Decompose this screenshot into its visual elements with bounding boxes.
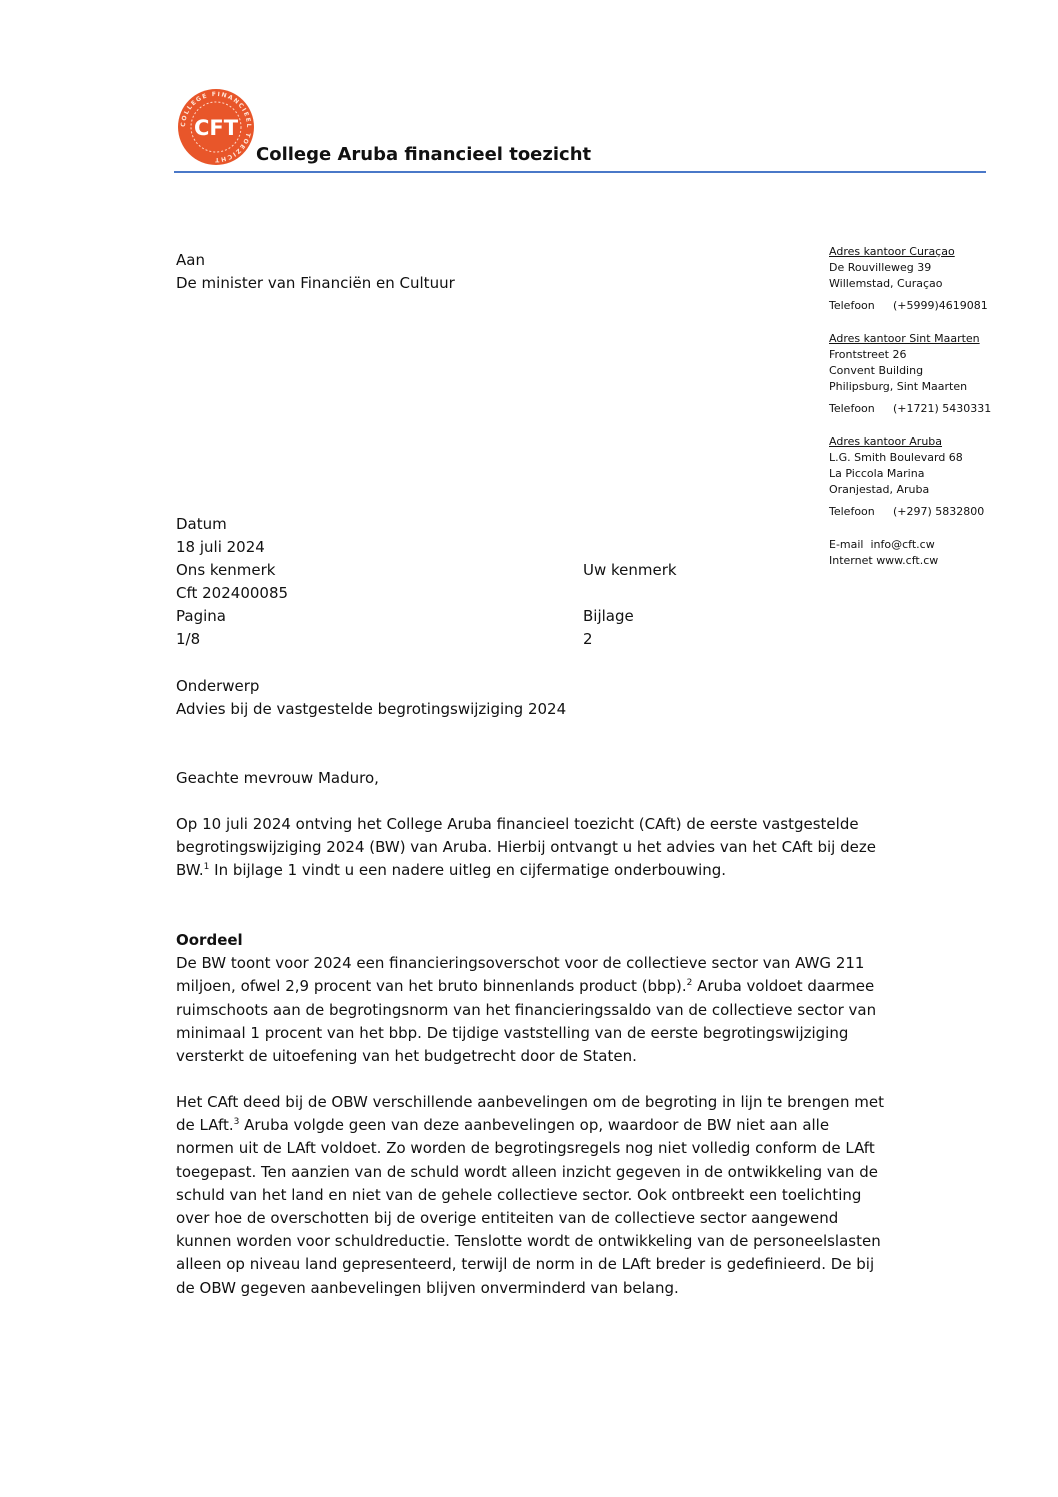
- internet-label: Internet: [829, 554, 873, 567]
- website-link[interactable]: www.cft.cw: [876, 554, 939, 567]
- phone-label: Telefoon: [829, 299, 875, 312]
- attachment-value: 2: [583, 630, 593, 648]
- office-aruba: [829, 434, 984, 520]
- date-label: Datum: [176, 515, 227, 533]
- office-sint-maarten: [829, 331, 991, 417]
- office-curacao-phone: (+5999)4619081: [893, 299, 988, 312]
- phone-label: Telefoon: [829, 505, 875, 518]
- footnote-ref[interactable]: 1: [203, 862, 210, 873]
- organization-name: College Aruba financieel toezicht: [256, 144, 592, 165]
- logo-ring-text: COLLEGE FINANCIEEL TOEZICHT: [179, 90, 253, 164]
- office-curacao: [829, 244, 988, 314]
- our-reference-label: Ons kenmerk: [176, 561, 276, 579]
- date-value: 18 juli 2024: [176, 538, 265, 556]
- subject-value: Advies bij de vastgestelde begrotingswijziging 2024: [176, 700, 567, 718]
- office-sint-maarten-line: Philipsburg, Sint Maarten: [829, 380, 968, 393]
- logo-text: CFT: [193, 116, 239, 140]
- salutation: Geachte mevrouw Maduro,: [176, 769, 379, 787]
- office-sint-maarten-title: Adres kantoor Sint Maarten: [829, 332, 980, 345]
- section-heading: Oordeel: [176, 931, 243, 949]
- phone-label: Telefoon: [829, 402, 875, 415]
- cft-logo: [176, 87, 256, 167]
- email-link[interactable]: info@cft.cw: [870, 538, 935, 551]
- office-aruba-line: Oranjestad, Aruba: [829, 483, 930, 496]
- paragraph-text: Het CAft deed bij de OBW verschillende aanbevelingen om de begroting in lijn te brengen met de LAft.: [176, 1093, 884, 1135]
- recipient-label: Aan: [176, 251, 205, 269]
- subject-label: Onderwerp: [176, 677, 260, 695]
- office-curacao-title: Adres kantoor Curaçao: [829, 245, 955, 258]
- email-label: E-mail: [829, 538, 864, 551]
- page-value: 1/8: [176, 630, 201, 648]
- office-aruba-phone: (+297) 5832800: [893, 505, 985, 518]
- office-aruba-title: Adres kantoor Aruba: [829, 435, 943, 448]
- header-divider: [174, 171, 986, 173]
- footnote-ref[interactable]: 2: [686, 978, 693, 989]
- paragraph-intro: [176, 813, 888, 883]
- office-curacao-line: Willemstad, Curaçao: [829, 277, 943, 290]
- office-sint-maarten-line: Frontstreet 26: [829, 348, 907, 361]
- contact-info: [829, 537, 938, 569]
- office-aruba-line: La Piccola Marina: [829, 467, 925, 480]
- section-oordeel: [176, 929, 888, 1068]
- office-aruba-line: L.G. Smith Boulevard 68: [829, 451, 963, 464]
- office-curacao-line: De Rouvilleweg 39: [829, 261, 932, 274]
- page-label: Pagina: [176, 607, 226, 625]
- your-reference-label: Uw kenmerk: [583, 561, 677, 579]
- our-reference-value: Cft 202400085: [176, 584, 289, 602]
- paragraph-text: Aruba volgde geen van deze aanbevelingen op, waardoor de BW niet aan alle normen uit de LAft voldoet. Zo worden de begrotingsregels nog niet volledig conform de LAft toegepast. Ten aanzien van de schuld wordt alleen inzicht gegeven in de ontwikkeling van de schuld van het land en niet van de gehele collectieve sector. Ook ontbreekt een toelichting over hoe de overschotten bij de overige entiteiten van de collectieve sector aangewend kunnen worden voor schuldreductie. Tenslotte wordt de ontwikkeling van de personeelslasten alleen op niveau land gepresenteerd, terwijl de norm in de LAft breder is gedefinieerd. De bij de OBW gegeven aanbevelingen blijven onverminderd van belang.: [176, 1116, 881, 1297]
- paragraph-recommendations: [176, 1091, 888, 1300]
- recipient-name: De minister van Financiën en Cultuur: [176, 274, 455, 292]
- paragraph-text: De BW toont voor 2024 een financieringsoverschot voor de collectieve sector van AWG 211 miljoen, ofwel 2,9 procent van het bruto binnenlands product (bbp).: [176, 954, 865, 996]
- paragraph-text: In bijlage 1 vindt u een nadere uitleg en cijfermatige onderbouwing.: [209, 861, 727, 880]
- footnote-ref[interactable]: 3: [233, 1117, 240, 1128]
- attachment-label: Bijlage: [583, 607, 634, 625]
- office-sint-maarten-phone: (+1721) 5430331: [893, 402, 992, 415]
- paragraph-text: Aruba voldoet daarmee ruimschoots aan de begrotingsnorm van het financieringssaldo van de collectieve sector van minimaal 1 procent van het bbp. De tijdige vaststelling van de eerste begrotingswijziging versterkt de uitoefening van het budgetrecht door de Staten.: [176, 977, 877, 1066]
- office-sint-maarten-line: Convent Building: [829, 364, 924, 377]
- paragraph-text: Op 10 juli 2024 ontving het College Aruba financieel toezicht (CAft) de eerste vastgestelde begrotingswijziging 2024 (BW) van Aruba. Hierbij ontvangt u het advies van het CAft bij deze BW.: [176, 815, 876, 880]
